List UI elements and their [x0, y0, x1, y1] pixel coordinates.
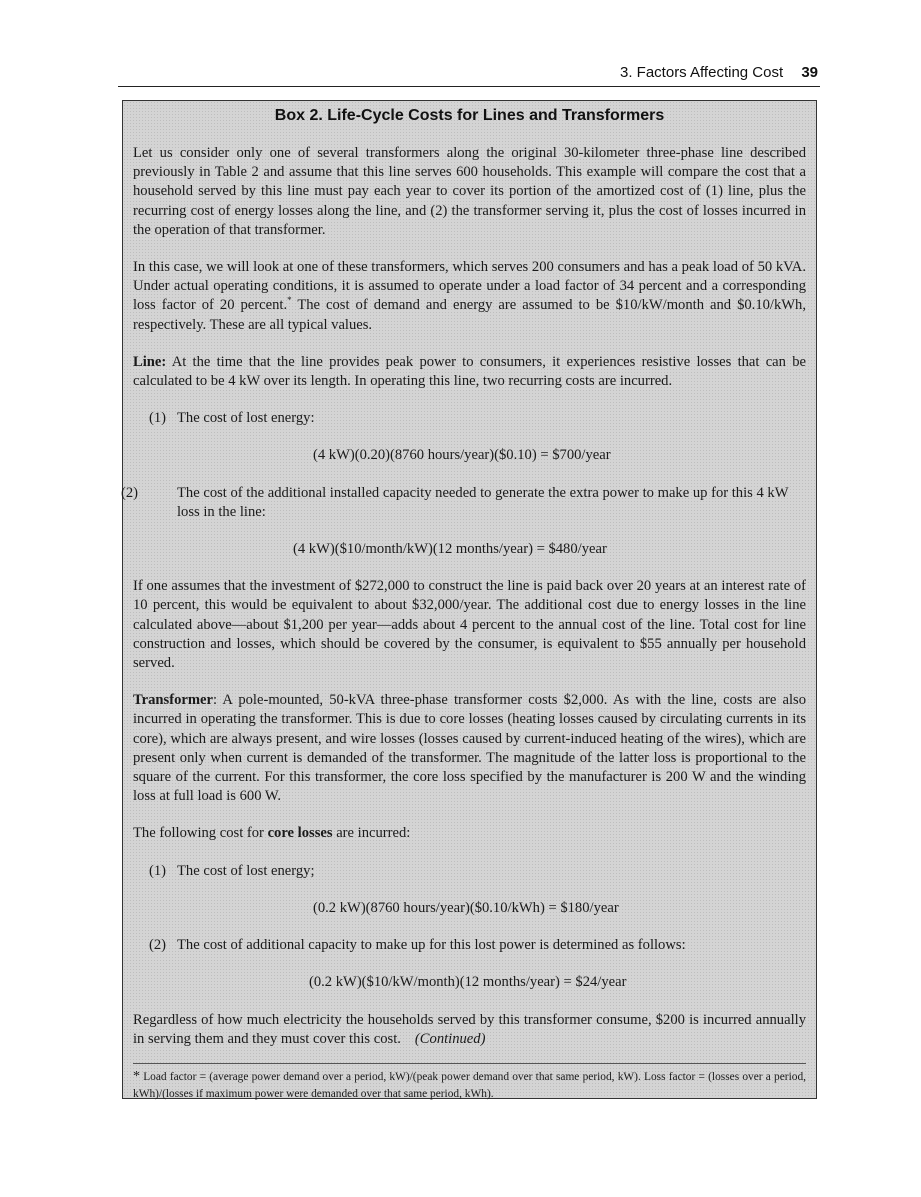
header-rule	[118, 86, 820, 87]
item-number: (1)	[149, 862, 167, 879]
item-text: The cost of the additional installed capacity needed to generate the extra power to make up for this 4 kW loss in the line:	[177, 484, 789, 520]
item-number: (2)	[121, 484, 139, 501]
item-number: (1)	[149, 410, 167, 427]
line-item-1	[133, 409, 806, 428]
closing-paragraph	[133, 1011, 806, 1049]
line-text: At the time that the line provides peak power to consumers, it experiences resistive losses that can be calculated to be 4 kW over its length. In operating this line, two recurring costs are incurred.	[133, 353, 806, 390]
core-formula-2: (0.2 kW)($10/kW/month)(12 months/year) = $24/year	[309, 974, 627, 991]
footnote	[133, 1063, 806, 1103]
line-formula-2: (4 kW)($10/month/kW)(12 months/year) = $480/year	[293, 541, 607, 558]
item-text: The cost of additional capacity to make up for this lost power is determined as follows:	[177, 937, 686, 954]
intro-paragraph-1: Let us consider only one of several transformers along the original 30-kilometer three-phase line described previously in Table 2 and assume that this line serves 600 households. This example will compare the cost that a household served by this line must pay each year to cover its portion of the amortized cost of (1) line, plus the recurring cost of energy losses along the line, and (2) the transformer serving it, plus the cost of losses incurred in the operation of that transformer.	[133, 145, 806, 238]
footnote-mark: *	[133, 1068, 140, 1084]
intro2-text-b: The cost of demand and energy are assumed to be $10/kW/month and $0.10/kWh, respectively. These are all typical values.	[133, 297, 806, 333]
core-intro-text-a: The following cost for	[133, 825, 268, 842]
intro-paragraph-2	[133, 258, 806, 335]
item-text: The cost of lost energy;	[177, 862, 315, 879]
sidebar-box	[122, 100, 817, 1099]
line-summary-paragraph: If one assumes that the investment of $272,000 to construct the line is paid back over 20 years at an interest rate of 10 percent, this would be equivalent to about $32,000/year. The additional cost due to energy losses in the line calculated above—about $1,200 per year—adds about 4 percent to the annual cost of the line. Total cost for line construction and losses, which should be covered by the consumer, is equivalent to $55 annually per household served.	[133, 578, 806, 672]
line-heading: Line:	[133, 353, 167, 370]
line-item-2	[121, 484, 806, 522]
transformer-text: : A pole-mounted, 50-kVA three-phase transformer costs $2,000. As with the line, costs are also incurred in operating the transformer. This is due to core losses (heating losses caused by circulating currents in its core), which are always present, and wire losses (losses caused by current-induced heating of the wires), which are present only when current is demanded of the transformer. The magnitude of the latter loss is proportional to the square of the current. For this transformer, the core loss specified by the manufacturer is 200 W and the winding loss at full load is 600 W.	[133, 692, 806, 805]
item-number: (2)	[149, 937, 167, 954]
intro2-text-a: In this case, we will look at one of these transformers, which serves 200 consumers and has a peak load of 50 kVA. Under actual operating conditions, it is assumed to operate under a load factor of 34 percent and a corresponding loss factor of 20 percent.	[133, 259, 806, 314]
running-head	[118, 64, 818, 81]
core-intro-text-b: are incurred:	[332, 825, 411, 842]
line-paragraph	[133, 353, 806, 391]
core-losses-intro	[133, 824, 806, 843]
core-formula-1: (0.2 kW)(8760 hours/year)($0.10/kWh) = $180/year	[313, 899, 619, 916]
core-item-1	[133, 862, 806, 881]
item-text: The cost of lost energy:	[177, 410, 315, 427]
line-formula-1: (4 kW)(0.20)(8760 hours/year)($0.10) = $700/year	[313, 447, 611, 464]
chapter-title: 3. Factors Affecting Cost	[620, 64, 784, 81]
page-number: 39	[801, 64, 818, 81]
closing-text: Regardless of how much electricity the households served by this transformer consume, $200 is incurred annually in serving them and they must cover this cost.	[133, 1011, 806, 1047]
core-losses-term: core losses	[267, 825, 333, 842]
footnote-text: Load factor = (average power demand over a period, kW)/(peak power demand over that same period, kW). Loss factor = (losses over a period, kWh)/(losses if maximum power were demanded over that same period, kWh).	[133, 1070, 806, 1100]
transformer-heading: Transformer	[133, 692, 213, 709]
core-item-2	[133, 936, 806, 955]
footnote-reference: *	[287, 295, 292, 306]
continued-label: (Continued)	[414, 1030, 486, 1047]
box-title: Box 2. Life-Cycle Costs for Lines and Transformers	[274, 107, 665, 124]
transformer-paragraph	[133, 691, 806, 806]
